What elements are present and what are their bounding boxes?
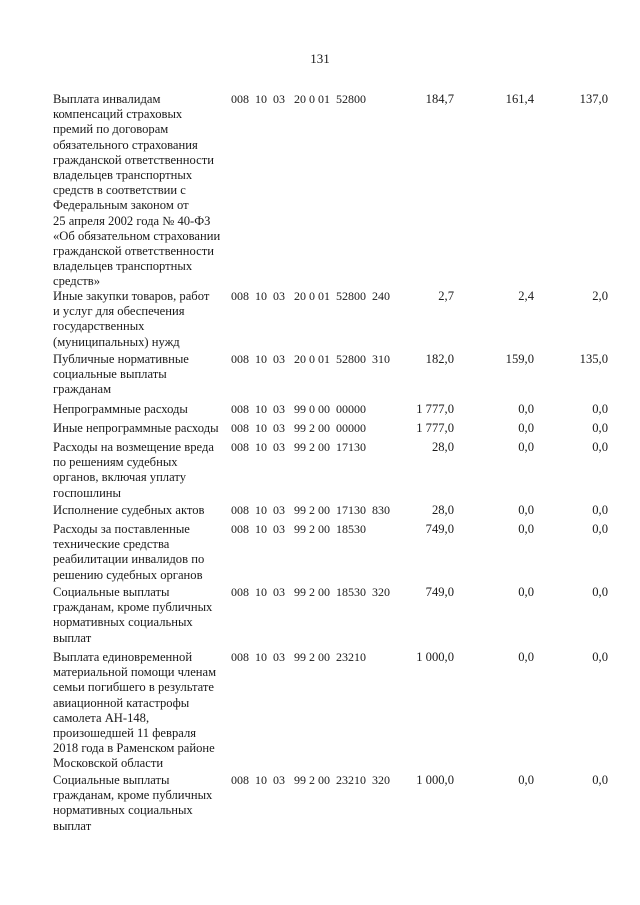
budget-code: 008 10 03 20 0 01 52800 240 [231,289,390,303]
value-col-3: 0,0 [592,650,608,664]
budget-code: 008 10 03 20 0 01 52800 [231,92,366,106]
value-col-1: 1 000,0 [416,773,454,787]
row-description: Социальные выплаты гражданам, кроме публичных нормативных социальных выплат [53,773,213,833]
value-col-3: 0,0 [592,503,608,517]
value-col-2: 0,0 [518,773,534,787]
value-col-1: 1 000,0 [416,650,454,664]
value-col-2: 0,0 [518,440,534,454]
page-number: 131 [310,51,330,66]
row-description: Иные непрограммные расходы [53,421,219,435]
value-col-2: 0,0 [518,585,534,599]
value-col-2: 159,0 [505,352,534,366]
budget-code: 008 10 03 99 0 00 00000 [231,402,366,416]
value-col-1: 28,0 [431,440,454,454]
budget-code: 008 10 03 99 2 00 17130 [231,440,366,454]
budget-code: 008 10 03 20 0 01 52800 310 [231,352,390,366]
value-col-3: 0,0 [592,421,608,435]
row-description: Иные закупки товаров, работ и услуг для обеспечения государственных (муниципальных) нужд [53,289,210,349]
value-col-3: 0,0 [592,773,608,787]
budget-code: 008 10 03 99 2 00 18530 320 [231,585,390,599]
value-col-3: 2,0 [592,289,608,303]
value-col-2: 0,0 [518,650,534,664]
value-col-1: 749,0 [425,522,454,536]
value-col-3: 0,0 [592,440,608,454]
value-col-2: 161,4 [505,92,534,106]
row-description: Выплата инвалидам компенсаций страховых премий по договорам обязательного страхования гражданской ответственности владельцев транспортных средств в соответствии с Федеральным законом от 25 апреля 2002 года № 40-ФЗ «Об обязательном страховании гражданской ответственности владельцев транспортных средств» [53,92,221,289]
value-col-1: 2,7 [438,289,454,303]
value-col-2: 0,0 [518,421,534,435]
row-description: Расходы за поставленные технические средства реабилитации инвалидов по решению судебных органов [53,522,205,582]
row-description: Социальные выплаты гражданам, кроме публичных нормативных социальных выплат [53,585,213,645]
value-col-1: 184,7 [425,92,454,106]
value-col-2: 0,0 [518,402,534,416]
row-description: Выплата единовременной материальной помощи членам семьи погибшего в результате авиационной катастрофы самолета АН-148, произошедшей 11 февраля 2018 года в Раменском районе Московской области [53,650,217,771]
value-col-2: 0,0 [518,522,534,536]
budget-code: 008 10 03 99 2 00 17130 830 [231,503,390,517]
value-col-2: 0,0 [518,503,534,517]
row-description: Непрограммные расходы [53,402,188,416]
value-col-3: 135,0 [579,352,608,366]
row-description: Расходы на возмещение вреда по решениям судебных органов, включая уплату госпошлины [53,440,214,500]
value-col-1: 28,0 [431,503,454,517]
value-col-3: 0,0 [592,402,608,416]
budget-code: 008 10 03 99 2 00 23210 [231,650,366,664]
budget-code: 008 10 03 99 2 00 18530 [231,522,366,536]
value-col-3: 0,0 [592,585,608,599]
value-col-1: 749,0 [425,585,454,599]
value-col-1: 1 777,0 [416,421,454,435]
value-col-1: 1 777,0 [416,402,454,416]
budget-code: 008 10 03 99 2 00 23210 320 [231,773,390,787]
value-col-3: 137,0 [579,92,608,106]
budget-code: 008 10 03 99 2 00 00000 [231,421,366,435]
row-description: Исполнение судебных актов [53,503,205,517]
value-col-2: 2,4 [518,289,534,303]
row-description: Публичные нормативные социальные выплаты гражданам [53,352,189,397]
value-col-1: 182,0 [425,352,454,366]
value-col-3: 0,0 [592,522,608,536]
